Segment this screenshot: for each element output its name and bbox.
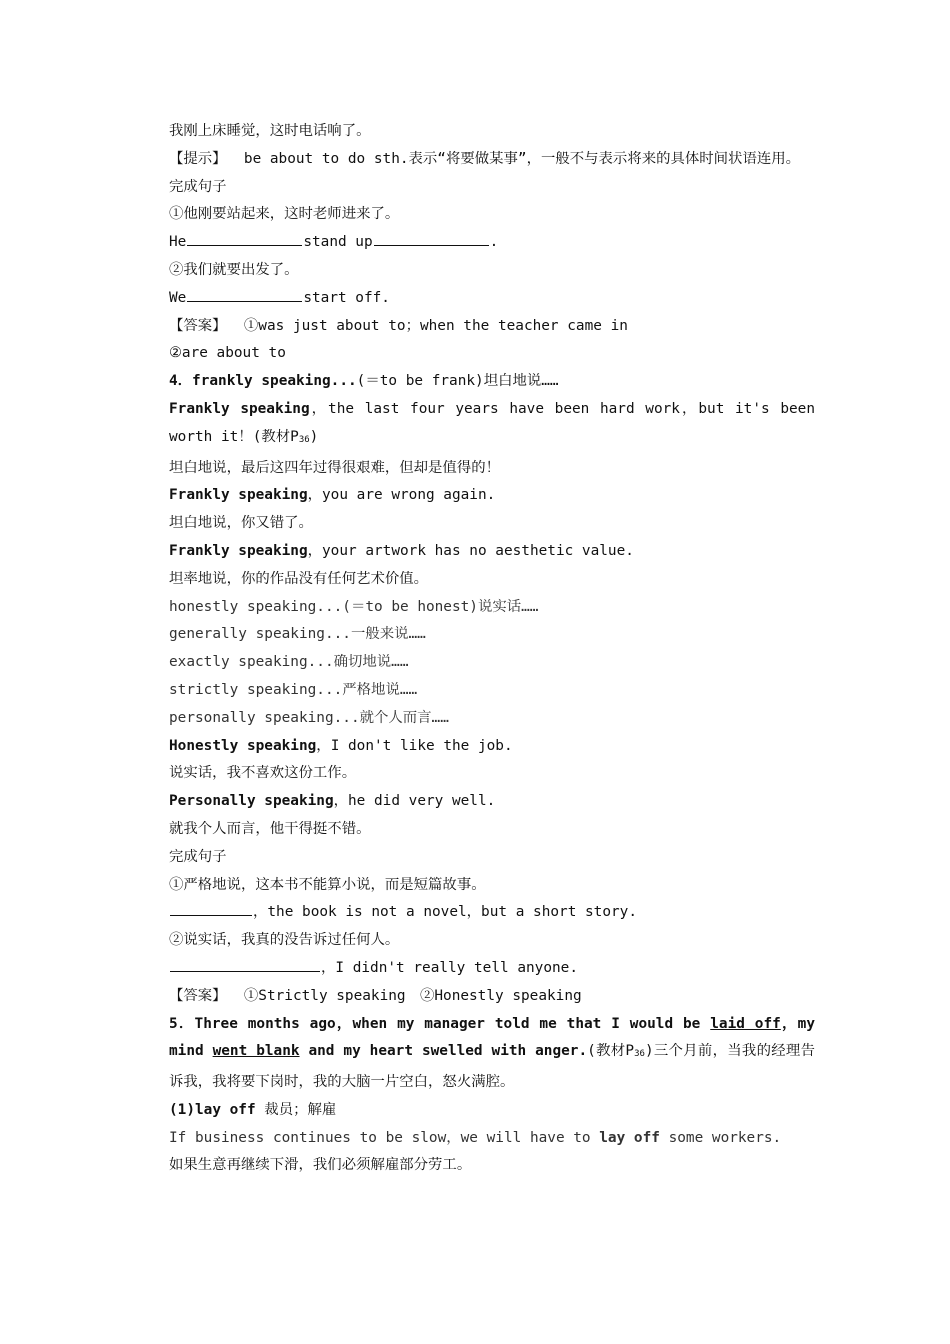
answer-label: 【答案】 bbox=[169, 987, 227, 1004]
fill-blank[interactable] bbox=[187, 285, 302, 302]
exercise-q2-en bbox=[137, 955, 815, 983]
exercise-q2-cn: ②说实话，我真的没告诉过任何人。 bbox=[169, 932, 400, 949]
q2-text: ，I didn't really tell anyone. bbox=[321, 959, 578, 976]
q2-text-b: start off. bbox=[303, 289, 390, 306]
underlined-phrase: laid off bbox=[710, 1015, 781, 1032]
sentence-part: 5．Three months ago，when my manager told me that I would be bbox=[169, 1015, 711, 1032]
related-phrase: strictly speaking...严格地说…… bbox=[169, 681, 418, 698]
example-rest: ，your artwork has no aesthetic value. bbox=[307, 542, 634, 559]
exercise-q1-cn: ①他刚要站起来，这时老师进来了。 bbox=[169, 206, 400, 223]
related-phrase: exactly speaking...确切地说…… bbox=[169, 654, 409, 671]
answer-label: 【答案】 bbox=[169, 317, 227, 334]
answer-line-2: ②are about to bbox=[169, 345, 286, 362]
sub-heading bbox=[137, 1097, 815, 1125]
example-cn: 我刚上床睡觉，这时电话响了。 bbox=[169, 123, 371, 139]
example-text-a: If business continues to be slow，we will have to bbox=[169, 1129, 600, 1146]
example-cn: 坦白地说，最后这四年过得很艰难，但却是值得的！ bbox=[169, 459, 500, 476]
example-cn: 就我个人而言，他干得挺不错。 bbox=[169, 820, 371, 837]
example-phrase: Frankly speaking bbox=[169, 487, 308, 504]
example-text-b: some workers. bbox=[659, 1129, 782, 1146]
example-phrase: Frankly speaking bbox=[169, 400, 310, 417]
example-cn: 坦白地说，你又错了。 bbox=[169, 515, 313, 532]
document-body bbox=[137, 118, 815, 1180]
underlined-phrase: went blank bbox=[212, 1043, 300, 1060]
exercise-q1-cn: ①严格地说，这本书不能算小说，而是短篇故事。 bbox=[169, 876, 486, 893]
fill-blank[interactable] bbox=[187, 229, 302, 246]
fill-blank[interactable] bbox=[170, 899, 252, 916]
answer-text: ①was just about to；when the teacher came in bbox=[243, 317, 628, 334]
exercise-q1-en bbox=[137, 899, 815, 927]
example-cn: 说实话，我不喜欢这份工作。 bbox=[169, 765, 357, 782]
translation: )三个月前，当我的经理告诉我，我将要下岗时，我的大脑一片空白，怒火满腔。 bbox=[169, 1043, 815, 1091]
exercise-q2-en bbox=[137, 285, 815, 313]
section-5-paragraph bbox=[137, 1011, 815, 1097]
hint-label: 【提示】 bbox=[169, 150, 227, 167]
hint-paragraph bbox=[137, 146, 815, 174]
example-rest: ，the last four years have been hard work，but it's been worth it！(教材P bbox=[169, 400, 816, 445]
page-ref: 36 bbox=[634, 1049, 645, 1060]
related-phrase: honestly speaking...(＝to be honest)说实话…… bbox=[169, 598, 539, 615]
phrase-label: (1)lay off bbox=[169, 1101, 256, 1118]
example-cn: 坦率地说，你的作品没有任何艺术价值。 bbox=[169, 570, 429, 587]
exercise-title: 完成句子 bbox=[169, 178, 227, 195]
fill-blank[interactable] bbox=[374, 229, 489, 246]
sentence-part: ，my mind bbox=[169, 1015, 816, 1060]
phrase-meaning: 裁员；解雇 bbox=[255, 1101, 337, 1118]
q1-text-c: . bbox=[489, 234, 499, 251]
example-en bbox=[137, 396, 815, 455]
q1-text-b: stand up bbox=[303, 234, 373, 251]
answer-line bbox=[137, 313, 815, 341]
example-en bbox=[137, 482, 815, 510]
example-en bbox=[137, 1125, 815, 1153]
exercise-q2-cn: ②我们就要出发了。 bbox=[169, 261, 299, 278]
q1-text: ，the book is not a novel，but a short story. bbox=[253, 904, 638, 921]
exercise-q1-en bbox=[137, 229, 815, 257]
answer-text: ①Strictly speaking ②Honestly speaking bbox=[243, 987, 582, 1004]
q1-text-a: He bbox=[169, 234, 187, 251]
example-en bbox=[137, 733, 815, 761]
related-phrase: generally speaking...一般来说…… bbox=[169, 626, 426, 643]
hint-text: be about to do sth.表示“将要做某事”，一般不与表示将来的具体时间状语连用。 bbox=[243, 150, 801, 167]
example-en bbox=[137, 788, 815, 816]
example-en bbox=[137, 538, 815, 566]
example-phrase: Honestly speaking bbox=[169, 737, 317, 754]
heading-meaning: (＝to be frank)坦白地说…… bbox=[356, 373, 559, 390]
example-cn: 如果生意再继续下滑，我们必须解雇部分劳工。 bbox=[169, 1157, 472, 1174]
source-ref: (教材P bbox=[587, 1043, 635, 1060]
example-phrase: Frankly speaking bbox=[169, 542, 308, 559]
example-rest: ，I don't like the job. bbox=[316, 737, 513, 754]
page-ref: 36 bbox=[298, 434, 310, 445]
answer-line bbox=[137, 983, 815, 1011]
sentence-part: and my heart swelled with anger. bbox=[299, 1043, 588, 1060]
fill-blank[interactable] bbox=[170, 955, 320, 972]
example-rest: ，he did very well. bbox=[333, 793, 496, 810]
example-phrase: Personally speaking bbox=[169, 793, 334, 810]
exercise-title: 完成句子 bbox=[169, 848, 227, 865]
example-rest: ，you are wrong again. bbox=[307, 487, 496, 504]
example-phrase: lay off bbox=[599, 1129, 660, 1146]
example-close: ) bbox=[309, 428, 319, 445]
heading-phrase: 4．frankly speaking... bbox=[169, 373, 357, 390]
related-phrase: personally speaking...就个人而言…… bbox=[169, 709, 449, 726]
q2-text-a: We bbox=[169, 289, 187, 306]
section-heading bbox=[137, 368, 815, 396]
